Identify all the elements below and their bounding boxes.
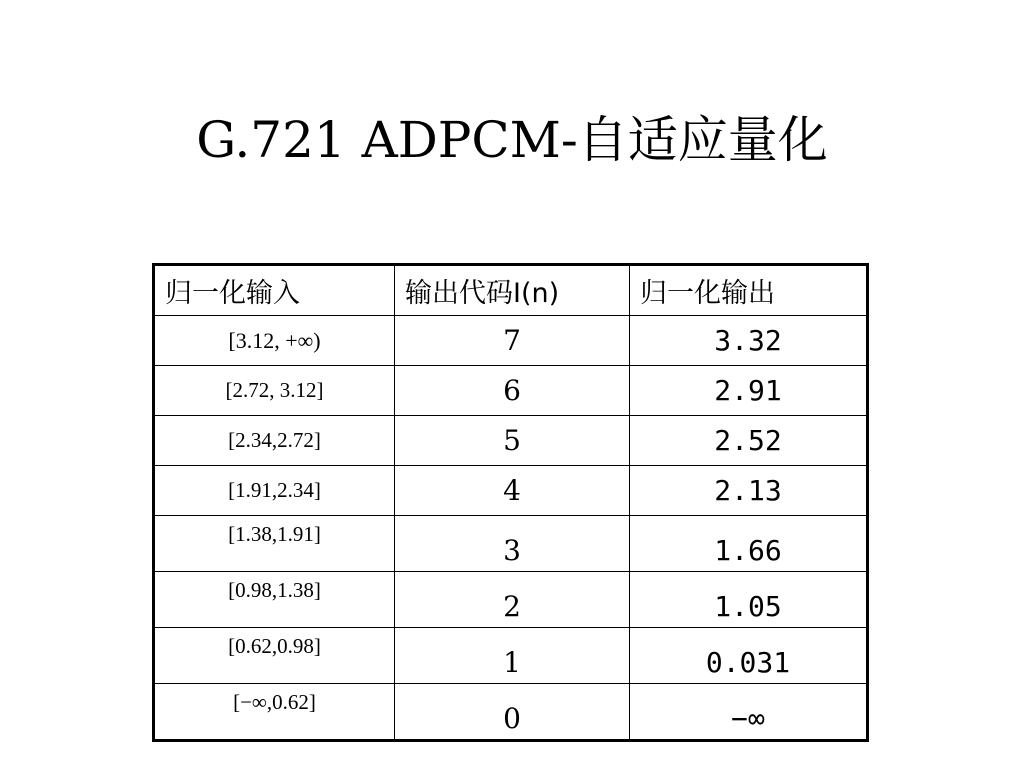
output-value-cell: 2.13 (630, 466, 868, 516)
output-value-cell: 0.031 (630, 628, 868, 684)
slide-title: G.721 ADPCM-自适应量化 (196, 111, 828, 169)
header-output-code: 输出代码I(n) (395, 265, 630, 316)
table-row (154, 572, 868, 628)
input-range-cell: [2.34,2.72] (154, 416, 395, 466)
output-code-cell: 3 (395, 516, 630, 572)
input-range-cell: [0.62,0.98] (154, 628, 395, 684)
table-row (154, 366, 868, 416)
output-value-cell: −∞ (630, 684, 868, 741)
output-value-cell: 1.05 (630, 572, 868, 628)
input-range-cell: [3.12, +∞) (154, 316, 395, 366)
output-value-cell: 2.52 (630, 416, 868, 466)
input-range-cell: [2.72, 3.12] (154, 366, 395, 416)
output-code-cell: 7 (395, 316, 630, 366)
quantization-table (152, 263, 869, 742)
table-row (154, 316, 868, 366)
table-row (154, 416, 868, 466)
table-row (154, 516, 868, 572)
output-code-cell: 2 (395, 572, 630, 628)
output-value-cell: 3.32 (630, 316, 868, 366)
input-range-cell: [1.91,2.34] (154, 466, 395, 516)
output-value-cell: 1.66 (630, 516, 868, 572)
table-row (154, 684, 868, 741)
table-row (154, 466, 868, 516)
output-value-cell: 2.91 (630, 366, 868, 416)
input-range-cell: [1.38,1.91] (154, 516, 395, 572)
output-code-cell: 4 (395, 466, 630, 516)
output-code-cell: 0 (395, 684, 630, 741)
header-normalized-input: 归一化输入 (154, 265, 395, 316)
input-range-cell: [−∞,0.62] (154, 684, 395, 741)
table-row (154, 628, 868, 684)
table-header-row (154, 265, 868, 316)
output-code-cell: 5 (395, 416, 630, 466)
output-code-cell: 6 (395, 366, 630, 416)
output-code-cell: 1 (395, 628, 630, 684)
input-range-cell: [0.98,1.38] (154, 572, 395, 628)
header-normalized-output: 归一化输出 (630, 265, 868, 316)
